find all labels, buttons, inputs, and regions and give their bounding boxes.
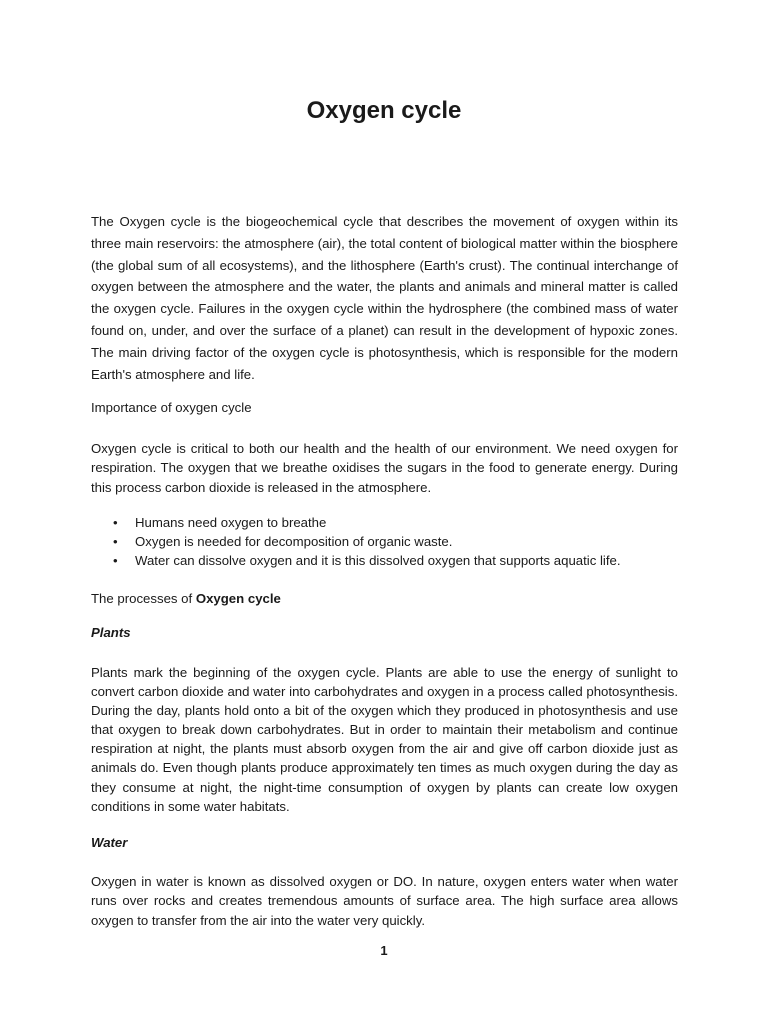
intro-paragraph: The Oxygen cycle is the biogeochemical cycle that describes the movement of oxygen within its three main reservoirs: the atmosphere (air), the total content of biological matter within the biosphere (the global sum of all ecosystems), and the lithosphere (Earth's crust). The continual interchange of oxygen between the atmosphere and the water, the plants and animals and mineral matter is called the oxygen cycle. Failures in the oxygen cycle within the hydrosphere (the combined mass of water found on, under, and over the surface of a planet) can result in the development of hypoxic zones. The main driving factor of the oxygen cycle is photosynthesis, which is responsible for the modern Earth's atmosphere and life. <box>91 214 678 382</box>
water-paragraph: Oxygen in water is known as dissolved oxygen or DO. In nature, oxygen enters water when water runs over rocks and creates tremendous amounts of surface area. The high surface area allows oxygen to transfer from the air into the water very quickly. <box>91 874 678 928</box>
list-item-text: Humans need oxygen to breathe <box>135 515 327 530</box>
processes-heading-prefix: The processes of <box>91 591 196 606</box>
processes-heading-bold: Oxygen cycle <box>195 591 281 606</box>
plants-paragraph: Plants mark the beginning of the oxygen cycle. Plants are able to use the energy of sunlight to convert carbon dioxide and water into carbohydrates and oxygen in a process called photosynthesis. During the day, plants hold onto a bit of the oxygen which they produced in photosynthesis and use that oxygen to break down carbohydrates. But in order to maintain their metabolism and continue respiration at night, the plants must absorb oxygen from the air and give off carbon dioxide just as animals do. Even though plants produce approximately ten times as much oxygen during the day as they consume at night, the night-time consumption of oxygen by plants can create low oxygen conditions in some water habitats. <box>91 665 678 814</box>
list-item <box>91 513 678 532</box>
list-item-text: Water can dissolve oxygen and it is this dissolved oxygen that supports aquatic life. <box>135 553 621 569</box>
list-item <box>91 532 678 551</box>
list-item-text: Oxygen is needed for decomposition of organic waste. <box>135 534 453 550</box>
list-item <box>91 551 678 570</box>
importance-paragraph: Oxygen cycle is critical to both our health and the health of our environment. We need oxygen for respiration. The oxygen that we breathe oxidises the sugars in the food to generate energy. During this process carbon dioxide is released in the atmosphere. <box>91 441 678 495</box>
importance-heading: Importance of oxygen cycle <box>91 400 252 415</box>
processes-heading <box>91 589 678 609</box>
plants-heading: Plants <box>91 625 131 640</box>
importance-bullet-list <box>91 513 678 571</box>
bullet-icon: • <box>113 534 118 550</box>
bullet-icon: • <box>113 515 118 530</box>
bullet-icon: • <box>113 553 118 569</box>
page-number: 1 <box>380 943 388 958</box>
water-heading: Water <box>91 835 128 850</box>
document-title: Oxygen cycle <box>306 97 462 124</box>
